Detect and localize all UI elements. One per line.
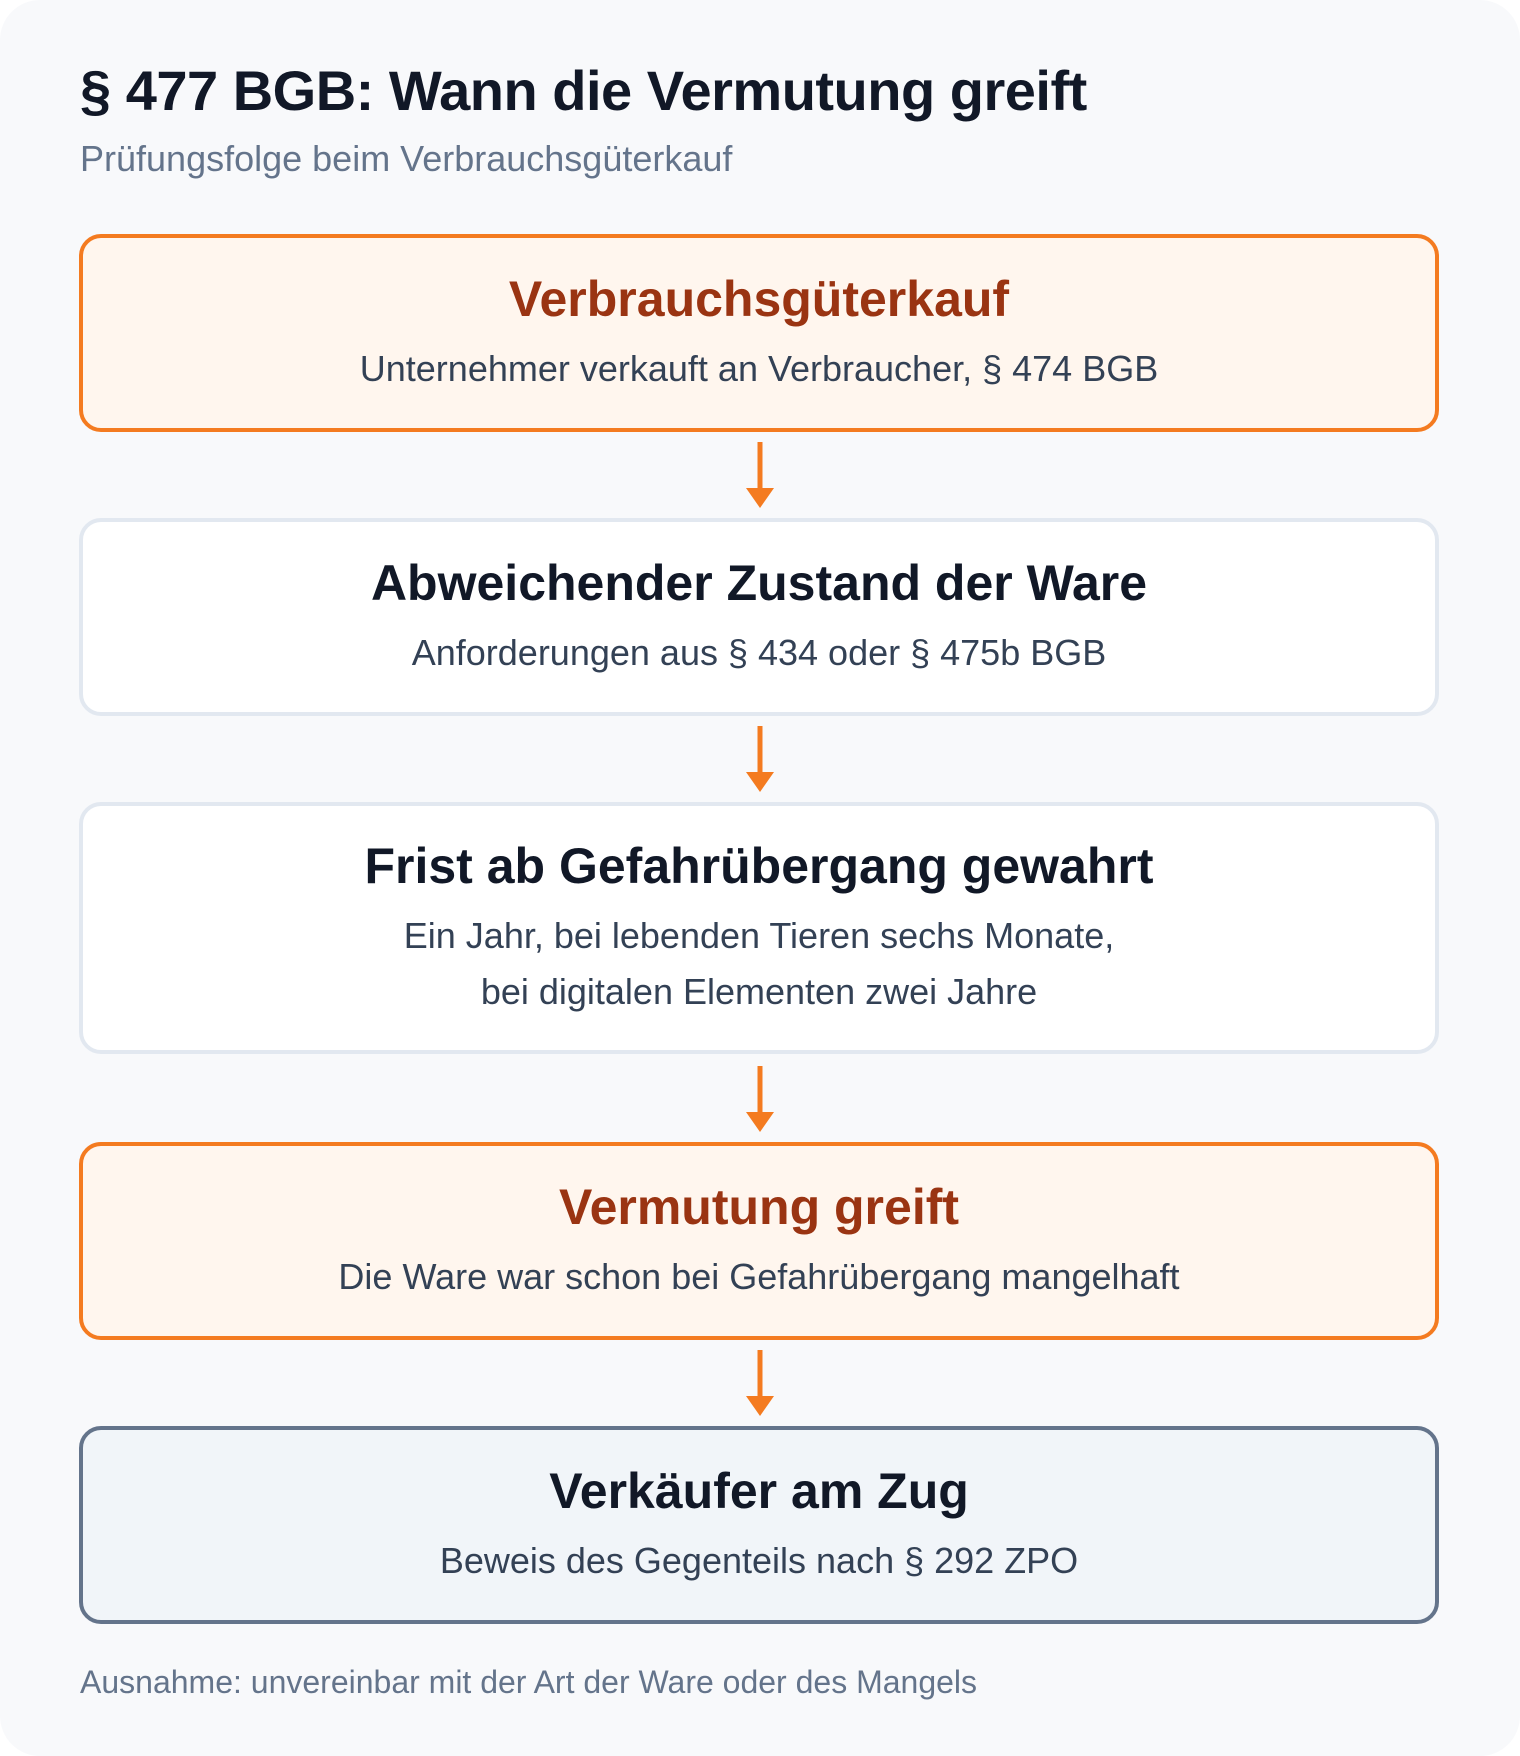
arrow-down-icon (746, 442, 774, 508)
step-vermutung-greift (79, 1142, 1439, 1340)
step-verbrauchsgueterkauf (79, 234, 1439, 432)
step-title: Frist ab Gefahrübergang gewahrt (364, 838, 1154, 894)
arrow-down-icon (746, 726, 774, 792)
page-title: § 477 BGB: Wann die Vermutung greift (80, 59, 1087, 122)
step-description-line: bei digitalen Elementen zwei Jahre (480, 971, 1038, 1012)
step-title: Verkäufer am Zug (549, 1463, 969, 1519)
step-abweichender-zustand (79, 518, 1439, 716)
arrow-down-icon (746, 1350, 774, 1416)
step-verkaeufer-am-zug (79, 1426, 1439, 1624)
step-description: Beweis des Gegenteils nach § 292 ZPO (439, 1540, 1079, 1581)
step-title: Vermutung greift (558, 1179, 960, 1235)
step-description: Unternehmer verkauft an Verbraucher, § 474 BGB (359, 348, 1159, 389)
step-title: Abweichender Zustand der Ware (370, 555, 1148, 611)
step-description (404, 908, 1114, 1020)
arrow-down-icon (746, 1066, 774, 1132)
step-frist-gewahrt (79, 802, 1439, 1054)
footnote: Ausnahme: unvereinbar mit der Art der Ware oder des Mangels (80, 1664, 978, 1700)
step-description: Anforderungen aus § 434 oder § 475b BGB (411, 632, 1107, 673)
step-description: Die Ware war schon bei Gefahrübergang mangelhaft (338, 1256, 1180, 1297)
step-description-line: Ein Jahr, bei lebenden Tieren sechs Monate, (403, 915, 1115, 956)
page-subtitle: Prüfungsfolge beim Verbrauchsgüterkauf (80, 138, 733, 179)
step-title: Verbrauchsgüterkauf (508, 271, 1010, 327)
